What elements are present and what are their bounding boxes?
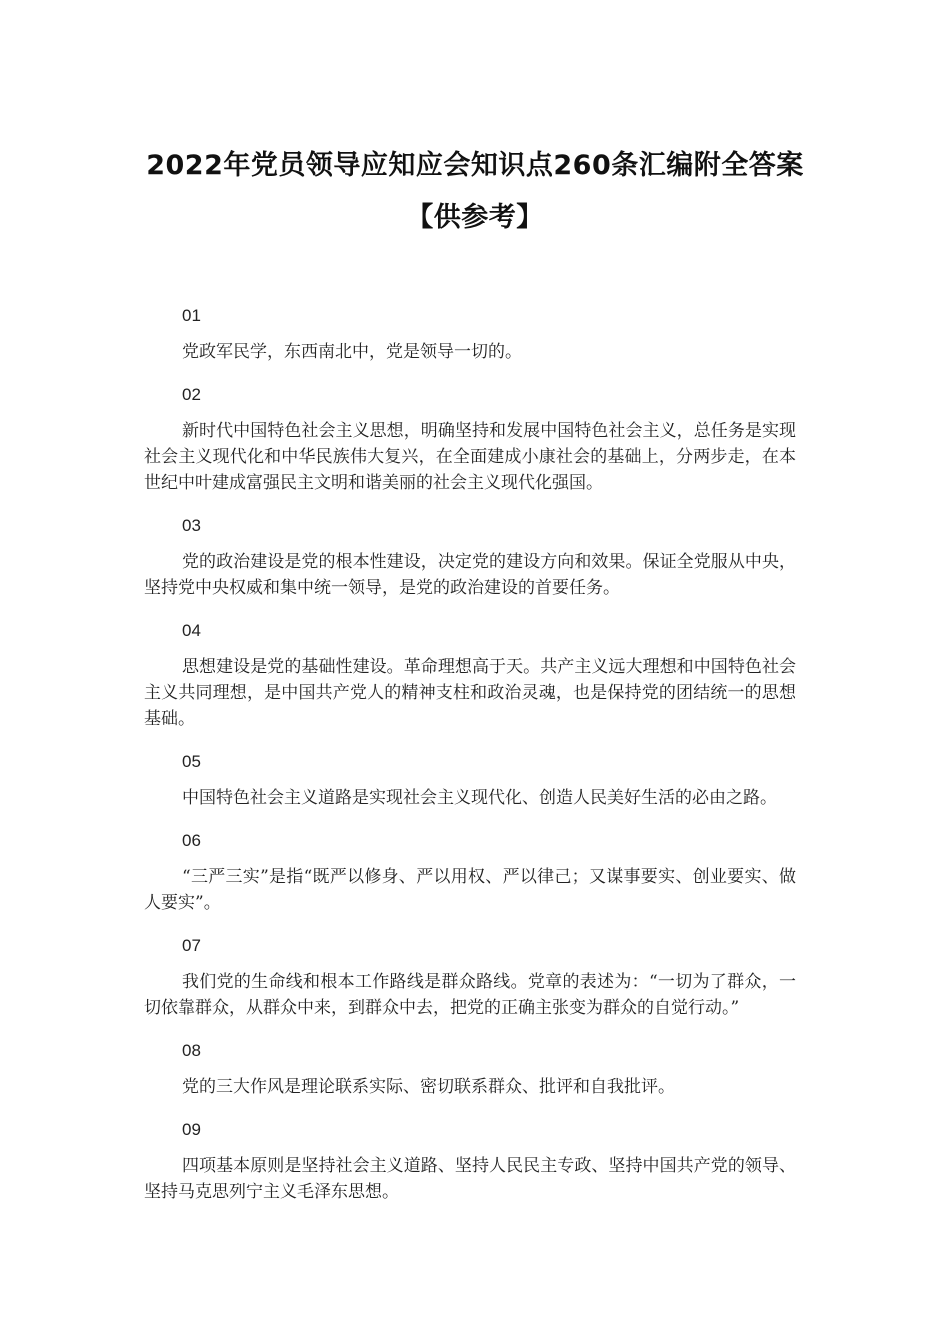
item-number: 07 (182, 936, 201, 955)
item-number: 06 (182, 831, 201, 850)
item-text: “三严三实”是指“既严以修身、严以用权、严以律己；又谋事要实、创业要实、做人要实”。 (144, 867, 796, 913)
item-text: 党的政治建设是党的根本性建设，决定党的建设方向和效果。保证全党服从中央，坚持党中央权威和集中统一领导，是党的政治建设的首要任务。 (144, 552, 796, 598)
item-number: 04 (182, 621, 201, 640)
item-text: 中国特色社会主义道路是实现社会主义现代化、创造人民美好生活的必由之路。 (182, 788, 777, 808)
item-text: 新时代中国特色社会主义思想，明确坚持和发展中国特色社会主义，总任务是实现社会主义现代化和中华民族伟大复兴，在全面建成小康社会的基础上，分两步走，在本世纪中叶建成富强民主文明和谐美丽的社会主义现代化强国。 (144, 421, 796, 493)
item-text: 党政军民学，东西南北中，党是领导一切的。 (182, 342, 522, 362)
item-number: 05 (182, 752, 201, 771)
item-text: 我们党的生命线和根本工作路线是群众路线。党章的表述为：“一切为了群众，一切依靠群众，从群众中来，到群众中去，把党的正确主张变为群众的自觉行动。” (144, 972, 796, 1018)
document-title: 2022年党员领导应知应会知识点260条汇编附全答案【供参考】 (146, 150, 804, 233)
item-number: 09 (182, 1120, 201, 1139)
item-text: 四项基本原则是坚持社会主义道路、坚持人民民主专政、坚持中国共产党的领导、坚持马克思列宁主义毛泽东思想。 (144, 1156, 796, 1202)
item-number: 01 (182, 306, 201, 325)
item-number: 02 (182, 385, 201, 404)
item-number: 03 (182, 516, 201, 535)
item-text: 党的三大作风是理论联系实际、密切联系群众、批评和自我批评。 (182, 1077, 675, 1097)
item-text: 思想建设是党的基础性建设。革命理想高于天。共产主义远大理想和中国特色社会主义共同理想，是中国共产党人的精神支柱和政治灵魂，也是保持党的团结统一的思想基础。 (144, 657, 796, 729)
document-body (144, 302, 796, 1221)
item-number: 08 (182, 1041, 201, 1060)
